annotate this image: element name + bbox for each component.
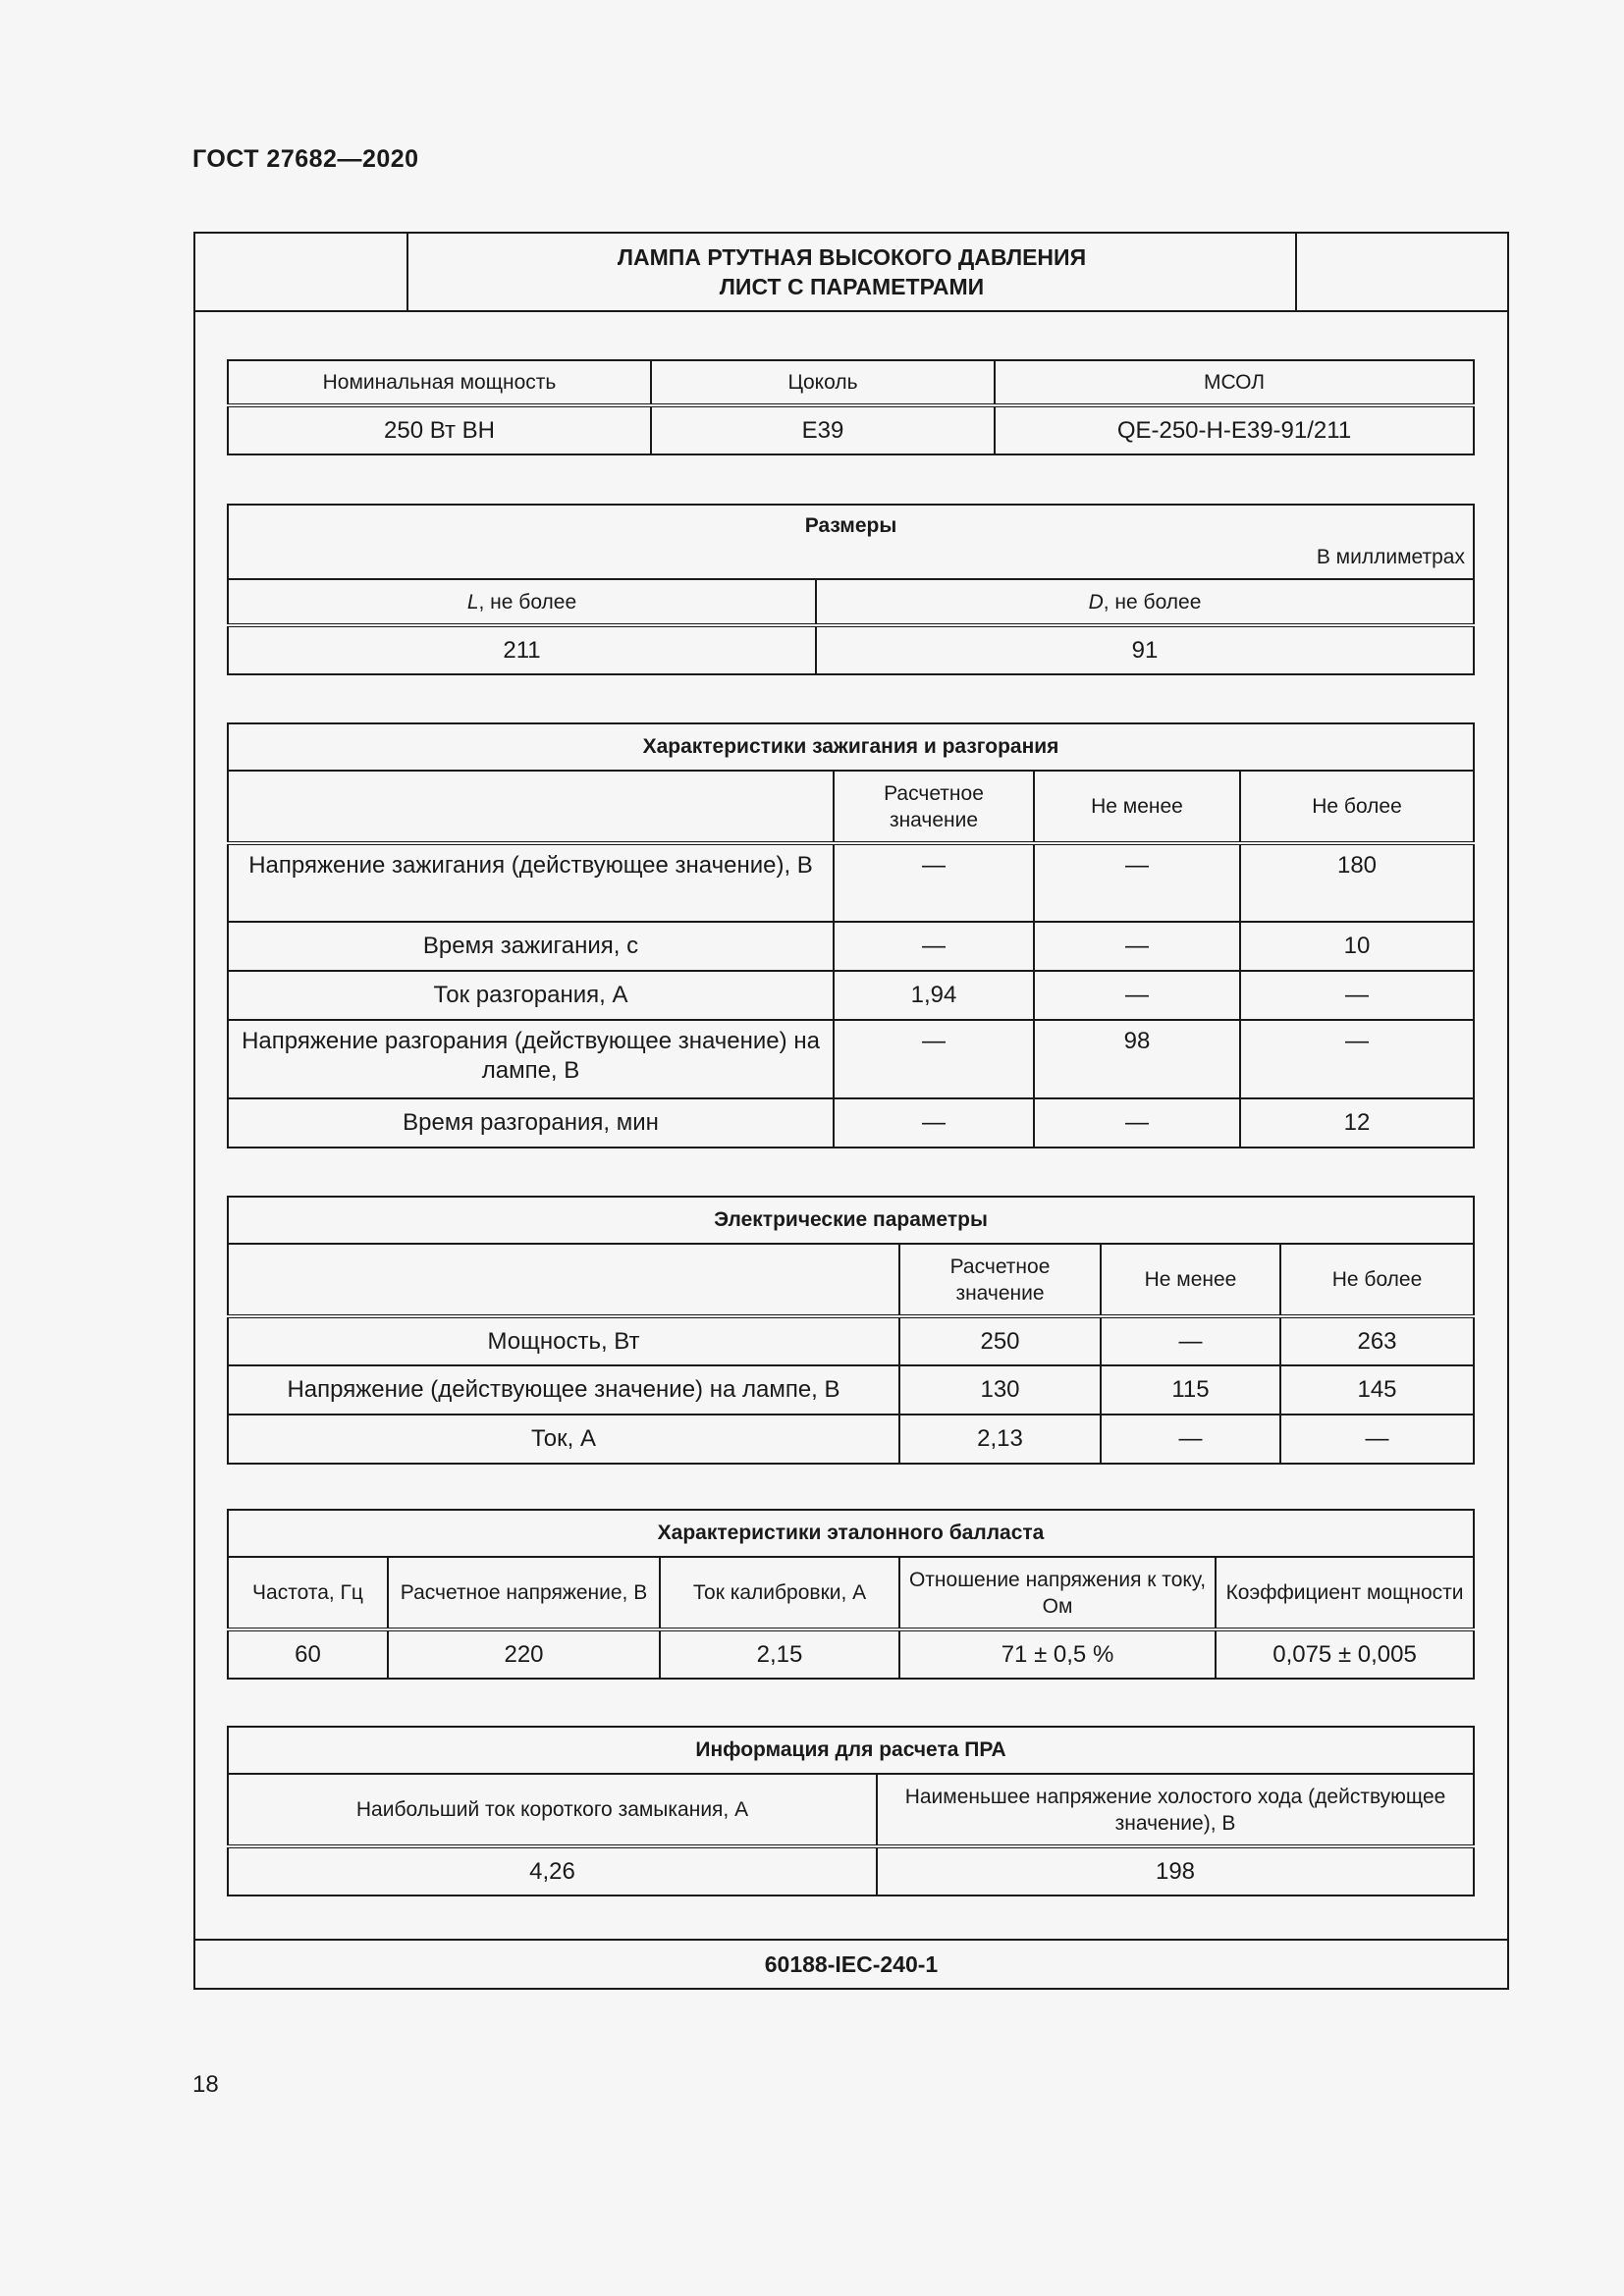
empty-header-cell — [228, 771, 834, 843]
row-label: Время зажигания, с — [228, 922, 834, 971]
diameter-symbol: D — [1088, 590, 1104, 614]
header-left-cell — [195, 234, 408, 310]
row-label: Напряжение зажигания (действующее значение), В — [228, 843, 834, 922]
header-cell: Отношение напряжения к току, Ом — [899, 1557, 1216, 1629]
value-cell: 130 — [899, 1365, 1101, 1415]
value-cell: 98 — [1034, 1020, 1240, 1098]
header-cell: Не менее — [1034, 771, 1240, 843]
value-cell: — — [1034, 922, 1240, 971]
header-cell: Цоколь — [651, 360, 995, 405]
header-cell: D, не более — [816, 579, 1474, 625]
value-cell: — — [834, 843, 1034, 922]
table-title: Информация для расчета ПРА — [228, 1727, 1474, 1774]
gear-info-table — [227, 1726, 1475, 1896]
designation-table — [227, 359, 1475, 455]
header-cell: Расчетное напряжение, В — [388, 1557, 660, 1629]
value-cell: 0,075 ± 0,005 — [1216, 1629, 1474, 1679]
value-cell: — — [834, 1020, 1034, 1098]
table-row — [228, 1365, 1474, 1415]
ballast-table — [227, 1509, 1475, 1680]
table-row — [228, 1020, 1474, 1098]
value-cell: 1,94 — [834, 971, 1034, 1020]
value-cell: 10 — [1240, 922, 1474, 971]
value-cell: — — [1034, 843, 1240, 922]
value-cell: — — [834, 922, 1034, 971]
table-title: Электрические параметры — [228, 1197, 1474, 1244]
header-right-cell — [1295, 234, 1507, 310]
table-title: Характеристики эталонного балласта — [228, 1510, 1474, 1557]
row-label: Время разгорания, мин — [228, 1098, 834, 1148]
header-cell: Коэффициент мощности — [1216, 1557, 1474, 1629]
sheet-header — [195, 234, 1507, 312]
table-title — [228, 505, 1474, 579]
value-cell: QE-250-H-E39-91/211 — [995, 405, 1474, 454]
header-cell: Ток калибровки, А — [660, 1557, 899, 1629]
header-cell: МСОЛ — [995, 360, 1474, 405]
value-cell: 211 — [228, 625, 816, 674]
header-cell: Частота, Гц — [228, 1557, 388, 1629]
value-cell: 12 — [1240, 1098, 1474, 1148]
row-label: Напряжение разгорания (действующее значение) на лампе, В — [228, 1020, 834, 1098]
header-cell: Наименьшее напряжение холостого хода (действующее значение), В — [877, 1774, 1474, 1846]
value-cell: 220 — [388, 1629, 660, 1679]
dimensions-unit: В миллиметрах — [1316, 546, 1465, 568]
table-row — [228, 1415, 1474, 1464]
value-cell: 198 — [877, 1846, 1474, 1896]
value-cell: 250 — [899, 1316, 1101, 1365]
value-cell: — — [1101, 1316, 1280, 1365]
value-cell: — — [1240, 1020, 1474, 1098]
row-label: Мощность, Вт — [228, 1316, 899, 1365]
value-cell: 2,13 — [899, 1415, 1101, 1464]
value-cell: 71 ± 0,5 % — [899, 1629, 1216, 1679]
dimensions-title: Размеры — [804, 514, 897, 537]
value-cell: 2,15 — [660, 1629, 899, 1679]
header-cell: Не более — [1240, 771, 1474, 843]
sheet-title-line1: ЛАМПА РТУТНАЯ ВЫСОКОГО ДАВЛЕНИЯ — [617, 244, 1087, 270]
dimensions-table — [227, 504, 1475, 675]
electrical-table — [227, 1196, 1475, 1465]
value-cell: 180 — [1240, 843, 1474, 922]
sheet-title-line2: ЛИСТ С ПАРАМЕТРАМИ — [719, 274, 985, 299]
value-cell: 4,26 — [228, 1846, 877, 1896]
value-cell: — — [1240, 971, 1474, 1020]
header-cell: L, не более — [228, 579, 816, 625]
table-row — [228, 922, 1474, 971]
value-cell: — — [834, 1098, 1034, 1148]
value-cell: — — [1034, 1098, 1240, 1148]
value-cell: 263 — [1280, 1316, 1474, 1365]
row-label: Ток разгорания, А — [228, 971, 834, 1020]
header-cell: Расчетное значение — [899, 1244, 1101, 1316]
table-row — [228, 1316, 1474, 1365]
value-cell: 60 — [228, 1629, 388, 1679]
table-row — [228, 971, 1474, 1020]
ignition-table — [227, 722, 1475, 1148]
header-cell: Наибольший ток короткого замыкания, А — [228, 1774, 877, 1846]
table-title: Характеристики зажигания и разгорания — [228, 723, 1474, 771]
length-symbol: L — [466, 590, 479, 614]
value-cell: E39 — [651, 405, 995, 454]
header-cell: Не менее — [1101, 1244, 1280, 1316]
value-cell: 91 — [816, 625, 1474, 674]
sheet-footer-code: 60188-IEC-240-1 — [195, 1939, 1507, 1988]
header-cell: Номинальная мощность — [228, 360, 651, 405]
parameter-sheet-frame — [193, 232, 1509, 1990]
sheet-title — [408, 234, 1295, 310]
value-cell: — — [1034, 971, 1240, 1020]
document-code: ГОСТ 27682—2020 — [192, 145, 419, 173]
value-cell: 145 — [1280, 1365, 1474, 1415]
value-cell: — — [1101, 1415, 1280, 1464]
page-number: 18 — [192, 2071, 219, 2098]
header-cell: Не более — [1280, 1244, 1474, 1316]
header-cell: Расчетное значение — [834, 771, 1034, 843]
value-cell: 115 — [1101, 1365, 1280, 1415]
table-row — [228, 1098, 1474, 1148]
row-label: Ток, А — [228, 1415, 899, 1464]
empty-header-cell — [228, 1244, 899, 1316]
row-label: Напряжение (действующее значение) на лампе, В — [228, 1365, 899, 1415]
table-row — [228, 843, 1474, 922]
value-cell: 250 Вт ВН — [228, 405, 651, 454]
value-cell: — — [1280, 1415, 1474, 1464]
